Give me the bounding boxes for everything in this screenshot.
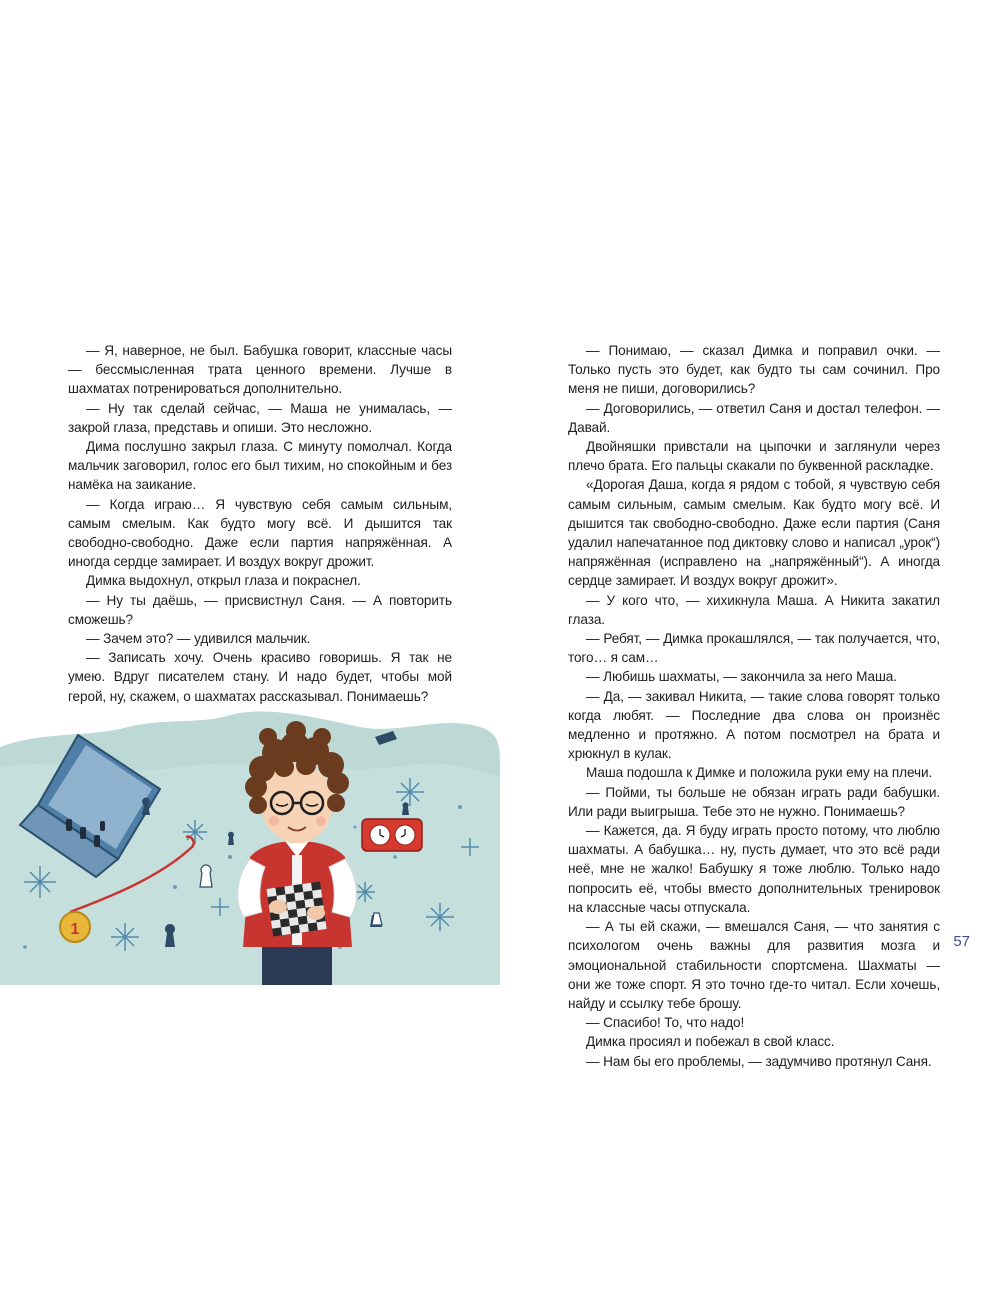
paragraph: Маша подошла к Димке и положила руки ему на плечи.: [586, 765, 933, 781]
paragraph: — Нам бы его проблемы, — задумчиво протянул Саня.: [586, 1053, 932, 1069]
paragraph: Димка выдохнул, открыл глаза и покраснел.: [86, 573, 361, 589]
paragraph: Двойняшки привстали на цыпочки и заглянули через плечо брата. Его пальцы скакали по буквенной раскладке.: [568, 439, 940, 474]
paragraph: — Ребят, — Димка прокашлялся, — так получается, что, того… я сам…: [568, 631, 940, 666]
chess-boy-illustration: [0, 707, 500, 985]
medal-number: 1: [70, 921, 80, 938]
paragraph: Дима послушно закрыл глаза. С минуту помолчал. Когда мальчик заговорил, голос его был тихим, но спокойным и без намёка на заикание.: [68, 439, 452, 493]
paragraph: Димка просиял и побежал в свой класс.: [586, 1034, 835, 1050]
paragraph: — Ну так сделай сейчас, — Маша не унималась, — закрой глаза, представь и опиши. Это несложно.: [68, 400, 452, 435]
paragraph: — Кажется, да. Я буду играть просто потому, что люблю шахматы. А бабушка… ну, пусть думает, что это всё ради неё, мне не жалко! Бабушку я тоже люблю. Только надо попросить её, чтобы вместо дополнительных тренировок на классные часы отпускала.: [568, 823, 940, 915]
paragraph: — Да, — закивал Никита, — такие слова говорят только когда любят. — Последние два слова он произнёс медленно и протяжно. А потом посмотрел на брата и хрюкнул в кулак.: [568, 688, 940, 762]
right-text-block: [568, 341, 940, 1071]
paragraph: — А ты ей скажи, — вмешался Саня, — что занятия с психологом очень важны для развития мозга и эмоциональной стабильности спортсмена. Шахматы — они же тоже спорт. Я это точно где-то читал. Если хочешь, найду и ссылку тебе брошу.: [568, 919, 940, 1011]
paragraph: — Договорились, — ответил Саня и достал телефон. — Давай.: [568, 400, 940, 435]
paragraph: — Пойми, ты больше не обязан играть ради бабушки. Или ради выигрыша. Тебе это не нужно. Понимаешь?: [568, 784, 940, 819]
paragraph: «Дорогая Даша, когда я рядом с тобой, я чувствую себя самым сильным, самым смелым. Как будто могу всё. И дышится так свободно-свободно. Даже если партия (Саня удалил напечатанное под диктовку слово и написал „урок“) напряжённая (исправлено на „напряжённый“). А иногда сердце замирает. И воздух вокруг дрожит».: [568, 477, 940, 589]
paragraph: — Спасибо! То, что надо!: [586, 1015, 745, 1031]
paragraph: — Записать хочу. Очень красиво говоришь. Я так не умею. Вдруг писателем стану. И надо будет, чтобы мой герой, ну, скажем, о шахматах рассказывал. Понимаешь?: [68, 650, 452, 704]
paragraph: — Зачем это? — удивился мальчик.: [86, 631, 311, 647]
left-text-block: [68, 341, 452, 706]
boy-figure: [238, 721, 357, 985]
paragraph: — Ну ты даёшь, — присвистнул Саня. — А повторить сможешь?: [68, 592, 452, 627]
paragraph: — Я, наверное, не был. Бабушка говорит, классные часы — бессмысленная трата ценного времени. Лучше в шахматах потренироваться дополнительно.: [68, 343, 452, 397]
paragraph: — У кого что, — хихикнула Маша. А Никита закатил глаза.: [568, 592, 940, 627]
page-number: 57: [953, 933, 970, 950]
paragraph: — Когда играю… Я чувствую себя самым сильным, самым смелым. Как будто могу всё. И дышится так свободно-свободно. Даже если партия напряжённая. А иногда сердце замирает. И воздух вокруг дрожит.: [68, 496, 452, 570]
right-page: [500, 0, 1000, 1300]
chess-clock-icon: [362, 819, 422, 851]
paragraph: — Понимаю, — сказал Димка и поправил очки. — Только пусть это будет, как будто ты сам сочинил. Про меня не пиши, договорились?: [568, 343, 940, 397]
paragraph: — Любишь шахматы, — закончила за него Маша.: [586, 669, 897, 685]
